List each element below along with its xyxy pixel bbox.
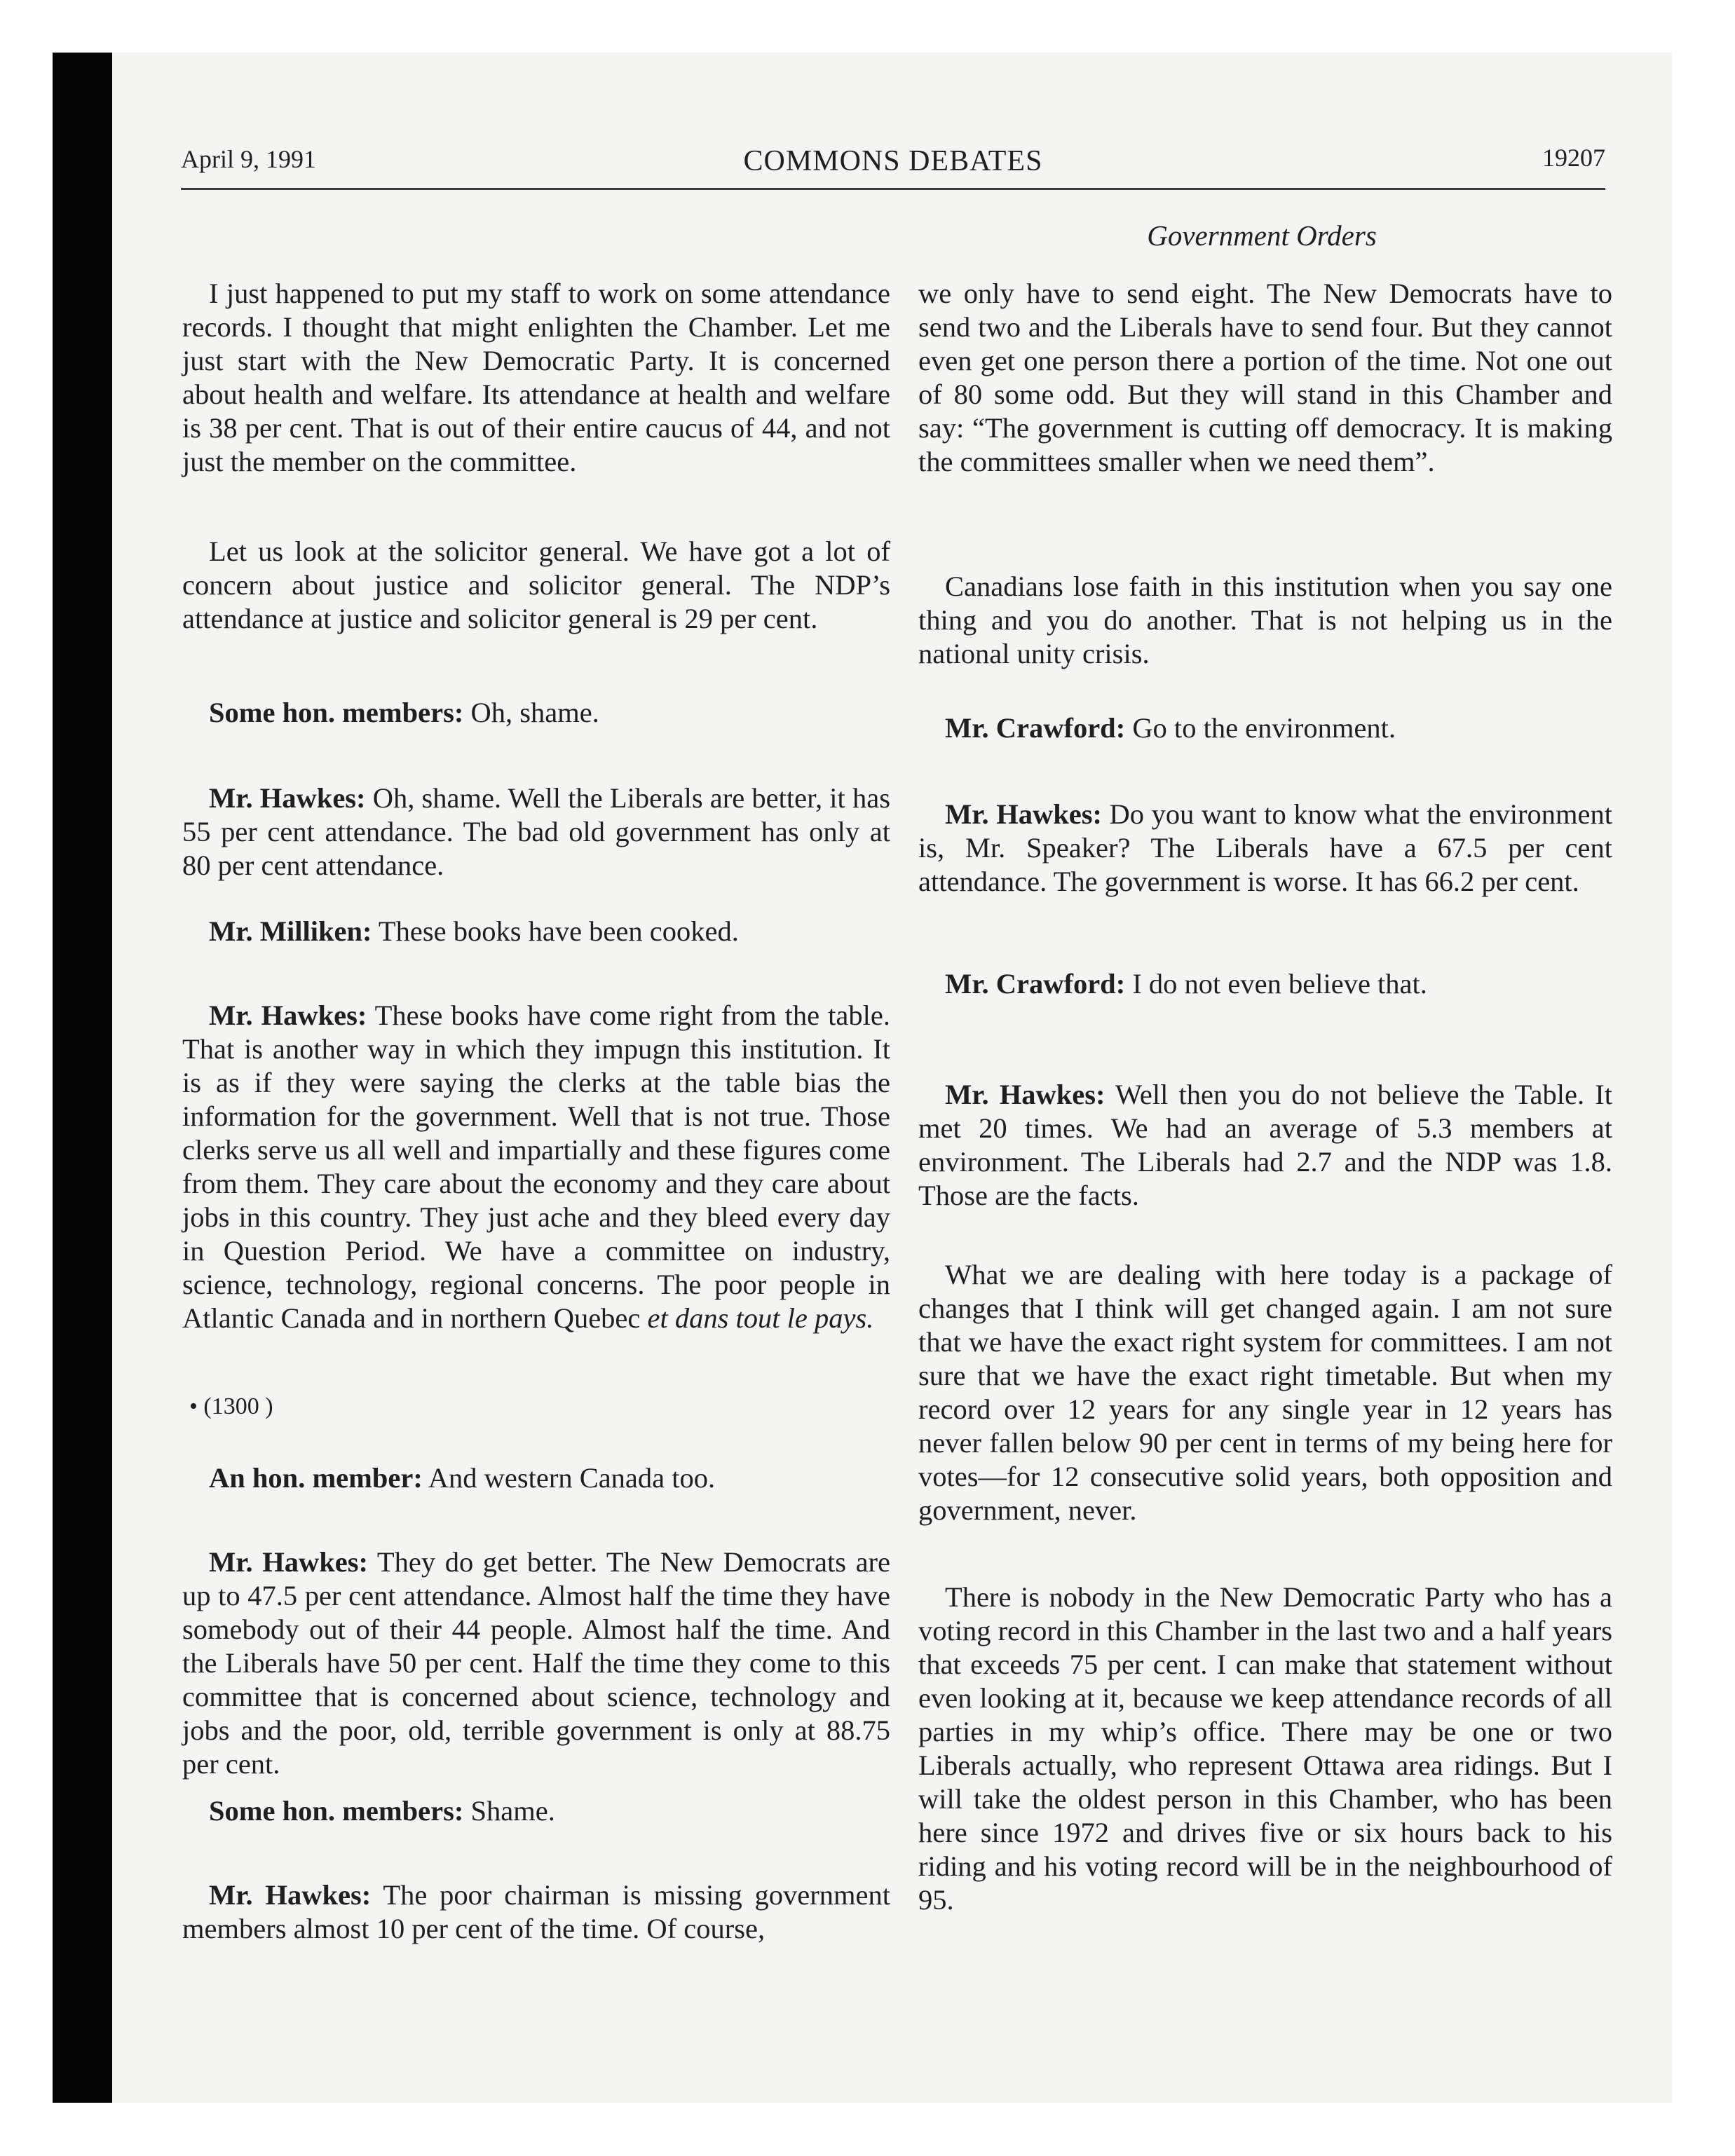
speaker-name: Mr. Hawkes: <box>209 1546 368 1578</box>
speaker-name: Some hon. members: <box>209 1795 464 1827</box>
speech <box>182 1461 890 1495</box>
speaker-name: Mr. Crawford: <box>945 712 1126 744</box>
speaker-name: Mr. Hawkes: <box>209 1879 372 1911</box>
speech <box>182 999 890 1335</box>
speech-text: Oh, shame. Well the Liberals are better, it has 55 per cent attendance. The bad old government has only at 80 per cent attendance. <box>182 782 890 881</box>
section-title: Government Orders <box>1147 219 1377 252</box>
speech-text: These books have come right from the table. That is another way in which they impugn this institution. It is as if they were saying the clerks at the table bias the information for the government. Well that is not true. Those clerks serve us all well and impartially and these figures come from them. They care about the economy and they care about jobs in this country. They just ache and they bleed every day in Question Period. We have a committee on industry, science, technology, regional concerns. The poor people in Atlantic Canada and in northern Quebec <box>182 999 890 1334</box>
speech <box>918 1078 1612 1213</box>
speech-text: And western Canada too. <box>422 1462 716 1494</box>
speech-text: I do not even believe that. <box>1125 968 1427 999</box>
speech <box>182 1546 890 1781</box>
speech <box>182 1794 890 1828</box>
speech-text: These books have been cooked. <box>372 915 739 947</box>
paragraph: There is nobody in the New Democratic Party who has a voting record in this Chamber in the last two and a half years that exceeds 75 per cent. I can make that statement without even looking at it, because we keep attendance records of all parties in my whip’s office. There may be one or two Liberals actually, who represent Ottawa area ridings. But I will take the oldest person in this Chamber, who has been here since 1972 and drives five or six hours back to his riding and his voting record will be in the neighbourhood of 95. <box>918 1581 1612 1916</box>
speaker-name: An hon. member: <box>209 1462 423 1494</box>
binding-edge <box>53 53 112 2103</box>
speech-text: Go to the environment. <box>1125 712 1396 744</box>
speaker-name: Mr. Hawkes: <box>945 1079 1105 1110</box>
speech <box>918 798 1612 899</box>
speech <box>182 915 890 948</box>
speech <box>918 711 1612 745</box>
speech <box>918 967 1612 1001</box>
paragraph: What we are dealing with here today is a package of changes that I think will get changed again. I am not sure that we have the exact right system for committees. I am not sure that we have the exact right timetable. But when my record over 12 years for any single year in 12 years has never fallen below 90 per cent in terms of my being here for votes—for 12 consecutive solid years, both opposition and government, never. <box>918 1259 1612 1526</box>
speech <box>182 696 890 730</box>
speaker-name: Mr. Milliken: <box>209 915 372 947</box>
header-title: COMMONS DEBATES <box>743 145 1043 177</box>
speaker-name: Some hon. members: <box>209 697 464 728</box>
speech-text: Do you want to know what the environment is, Mr. Speaker? The Liberals have a 67.5 per cent attendance. The government is worse. It has 66.2 per cent. <box>918 798 1613 897</box>
speech <box>182 782 890 882</box>
speech-text: The poor chairman is missing government members almost 10 per cent of the time. Of course, <box>182 1879 890 1944</box>
paragraph: we only have to send eight. The New Democrats have to send two and the Liberals have to send four. But they cannot even get one person there a portion of the time. Not one out of 80 some odd. But they will stand in this Chamber and say: “The government is cutting off democracy. It is making the committees smaller when we need them”. <box>918 278 1612 477</box>
header-page-number: 19207 <box>1542 144 1605 172</box>
speaker-name: Mr. Crawford: <box>945 968 1126 999</box>
page-header <box>181 139 1605 190</box>
speech-italic-text: et dans tout le pays. <box>647 1302 874 1334</box>
header-date: April 9, 1991 <box>181 145 316 173</box>
speech-text: Oh, shame. <box>463 697 599 728</box>
time-marker: • (1300 ) <box>189 1393 273 1419</box>
paragraph: I just happened to put my staff to work on some attendance records. I thought that might enlighten the Chamber. Let me just start with the New Democratic Party. It is concerned about health and welfare. Its attendance at health and welfare is 38 per cent. That is out of their entire caucus of 44, and not just the member on the committee. <box>182 278 890 477</box>
speaker-name: Mr. Hawkes: <box>209 782 366 814</box>
speech-text: They do get better. The New Democrats are up to 47.5 per cent attendance. Almost half the time they have somebody out of their 44 people. Almost half the time. And the Liberals have 50 per cent. Half the time they come to this committee that is concerned about science, technology and jobs and the poor, old, terrible government is only at 88.75 per cent. <box>182 1546 891 1780</box>
paragraph: Canadians lose faith in this institution when you say one thing and you do another. That is not helping us in the national unity crisis. <box>918 571 1612 669</box>
speaker-name: Mr. Hawkes: <box>209 999 367 1031</box>
speech <box>182 1878 890 1946</box>
paragraph: Let us look at the solicitor general. We have got a lot of concern about justice and solicitor general. The NDP’s attendance at justice and solicitor general is 29 per cent. <box>182 535 890 634</box>
speaker-name: Mr. Hawkes: <box>945 798 1102 830</box>
speech-text: Shame. <box>463 1795 555 1827</box>
speech-text: Well then you do not believe the Table. It met 20 times. We had an average of 5.3 members at environment. The Liberals had 2.7 and the NDP was 1.8. Those are the facts. <box>918 1079 1612 1211</box>
